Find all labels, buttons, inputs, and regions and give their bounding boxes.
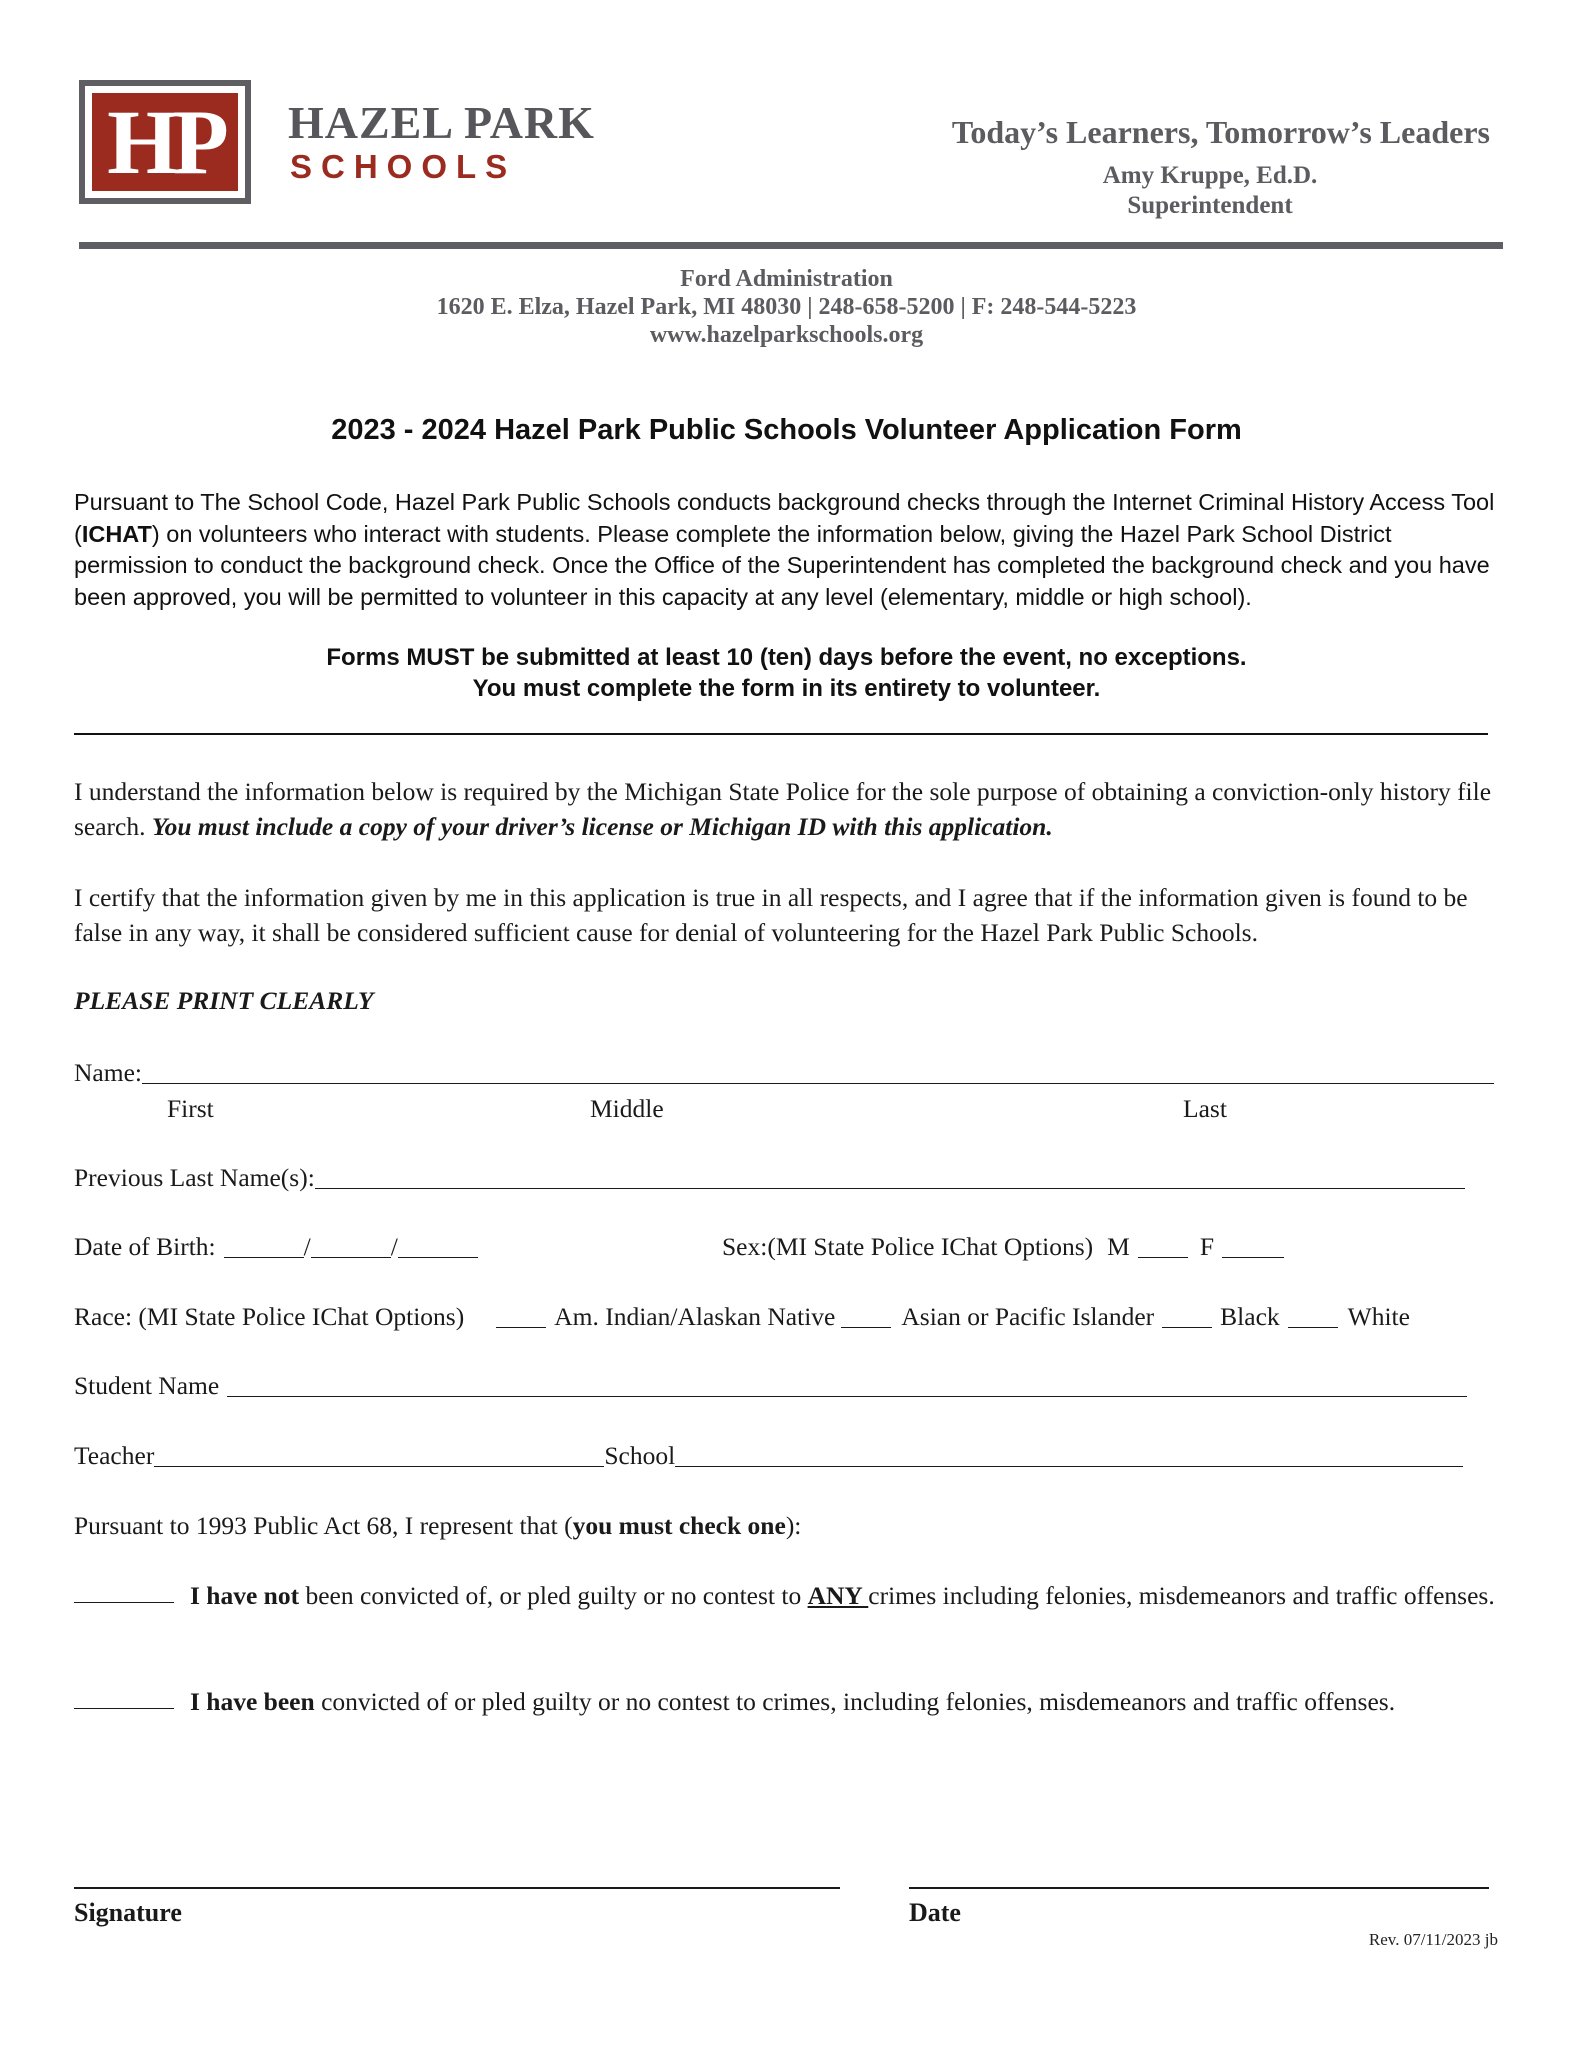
previous-name-label: Previous Last Name(s): (74, 1163, 315, 1192)
name-first-label: First (167, 1094, 214, 1123)
option-convicted-bold: I have been (190, 1687, 315, 1716)
race-black-field[interactable] (1162, 1326, 1212, 1328)
district-logo (79, 80, 251, 204)
brand-subtitle: SCHOOLS (290, 148, 517, 185)
tagline: Today’s Learners, Tomorrow’s Leaders (951, 114, 1490, 150)
revision-note: Rev. 07/11/2023 jb (1368, 1930, 1498, 1949)
sex-label: Sex:(MI State Police IChat Options) (722, 1232, 1094, 1261)
option-any-emphasis: ANY (807, 1581, 869, 1610)
brand-name: HAZEL PARK (288, 97, 595, 148)
office-name: Ford Administration (680, 266, 893, 292)
sex-m-label: M (1107, 1232, 1130, 1261)
msp-paragraph (74, 774, 1508, 844)
intro-ichat: ICHAT (81, 520, 152, 547)
previous-name-field[interactable] (315, 1187, 1465, 1189)
dob-day-field[interactable] (311, 1256, 391, 1258)
signature-label: Signature (74, 1898, 182, 1927)
header-divider (79, 242, 1503, 249)
declaration-intro (74, 1513, 801, 1539)
msp-text: I understand the information below is required by the Michigan State Police for the sole purpose of obtaining a conviction-only history file search. (74, 777, 1492, 841)
dob-separator: / (390, 1232, 398, 1261)
option-not-convicted-end: crimes including felonies, misdemeanors and traffic offenses. (868, 1581, 1495, 1610)
race-label: Race: (MI State Police IChat Options) (74, 1302, 465, 1331)
race-row (74, 1304, 1410, 1330)
declaration-intro-text: Pursuant to 1993 Public Act 68, I represent that ( (74, 1511, 573, 1540)
declaration-must-check: you must check one (572, 1511, 786, 1540)
race-am-indian-label: Am. Indian/Alaskan Native (554, 1302, 836, 1331)
race-asian-label: Asian or Pacific Islander (901, 1302, 1155, 1331)
print-clearly-label: PLEASE PRINT CLEARLY (74, 986, 374, 1015)
previous-name-row (74, 1165, 1465, 1191)
race-white-field[interactable] (1288, 1326, 1338, 1328)
race-asian-field[interactable] (841, 1326, 891, 1328)
option-not-convicted-bold: I have not (190, 1581, 300, 1610)
section-divider (74, 733, 1488, 735)
sex-f-field[interactable] (1222, 1256, 1284, 1258)
superintendent-name: Amy Kruppe, Ed.D. (1102, 162, 1318, 189)
student-name-label: Student Name (74, 1371, 220, 1400)
option-convicted-text: convicted of or pled guilty or no contest to crimes, including felonies, misdemeanors and traffic offenses. (314, 1687, 1396, 1716)
form-title: 2023 - 2024 Hazel Park Public Schools Volunteer Application Form (331, 414, 1242, 446)
logo-emblem (92, 93, 238, 191)
sex-f-label: F (1199, 1232, 1214, 1261)
teacher-school-row (74, 1443, 1463, 1469)
logo-mark: HP (107, 91, 223, 193)
race-am-indian-field[interactable] (496, 1326, 546, 1328)
dob-separator: / (303, 1232, 311, 1261)
date-field[interactable] (909, 1887, 1489, 1889)
name-row (74, 1060, 1494, 1086)
sex-m-field[interactable] (1138, 1256, 1188, 1258)
name-label: Name: (74, 1058, 142, 1087)
completeness-notice: You must complete the form in its entirety to volunteer. (472, 675, 1101, 702)
license-requirement: You must include a copy of your driver’s license or Michigan ID with this application. (151, 812, 1053, 841)
student-name-row (74, 1373, 1467, 1399)
superintendent-title: Superintendent (1127, 192, 1293, 219)
dob-label: Date of Birth: (74, 1232, 216, 1261)
date-label: Date (909, 1898, 961, 1927)
teacher-label: Teacher (74, 1441, 155, 1470)
name-middle-label: Middle (590, 1094, 664, 1123)
student-name-field[interactable] (227, 1395, 1467, 1397)
race-white-label: White (1347, 1302, 1410, 1331)
sex-row (722, 1234, 1284, 1260)
option-convicted (74, 1684, 1508, 1719)
teacher-field[interactable] (154, 1465, 604, 1467)
school-label: School (604, 1441, 676, 1470)
race-black-label: Black (1220, 1302, 1280, 1331)
name-field[interactable] (142, 1082, 1494, 1084)
dob-month-field[interactable] (224, 1256, 304, 1258)
school-field[interactable] (675, 1465, 1463, 1467)
website-link[interactable]: www.hazelparkschools.org (649, 322, 924, 348)
intro-part-2: ) on volunteers who interact with students. Please complete the information below, giving the Hazel Park School District permission to conduct the background check. Once the Office of the Superintendent has completed the background check and you have been approved, you will be permitted to volunteer in this capacity at any level (elementary, middle or high school). (74, 520, 1490, 610)
declaration-intro-end: ): (785, 1511, 802, 1540)
certification-paragraph: I certify that the information given by me in this application is true in all respects, and I agree that if the information given is found to be false in any way, it shall be considered sufficient cause for denial of volunteering for the Hazel Park Public Schools. (74, 883, 1468, 947)
office-address: 1620 E. Elza, Hazel Park, MI 48030 | 248-658-5200 | F: 248-544-5223 (436, 294, 1137, 320)
dob-year-field[interactable] (398, 1256, 478, 1258)
signature-field[interactable] (74, 1887, 840, 1889)
option-not-convicted-text: been convicted of, or pled guilty or no contest to (299, 1581, 808, 1610)
option-not-convicted (74, 1578, 1508, 1613)
dob-row (74, 1234, 478, 1260)
deadline-notice: Forms MUST be submitted at least 10 (ten) days before the event, no exceptions. (326, 644, 1247, 671)
name-last-label: Last (1183, 1094, 1227, 1123)
intro-part-1: Pursuant to The School Code, Hazel Park Public Schools conducts background checks through the Internet Criminal History Access Tool ( (74, 489, 1495, 547)
intro-paragraph (74, 487, 1508, 613)
